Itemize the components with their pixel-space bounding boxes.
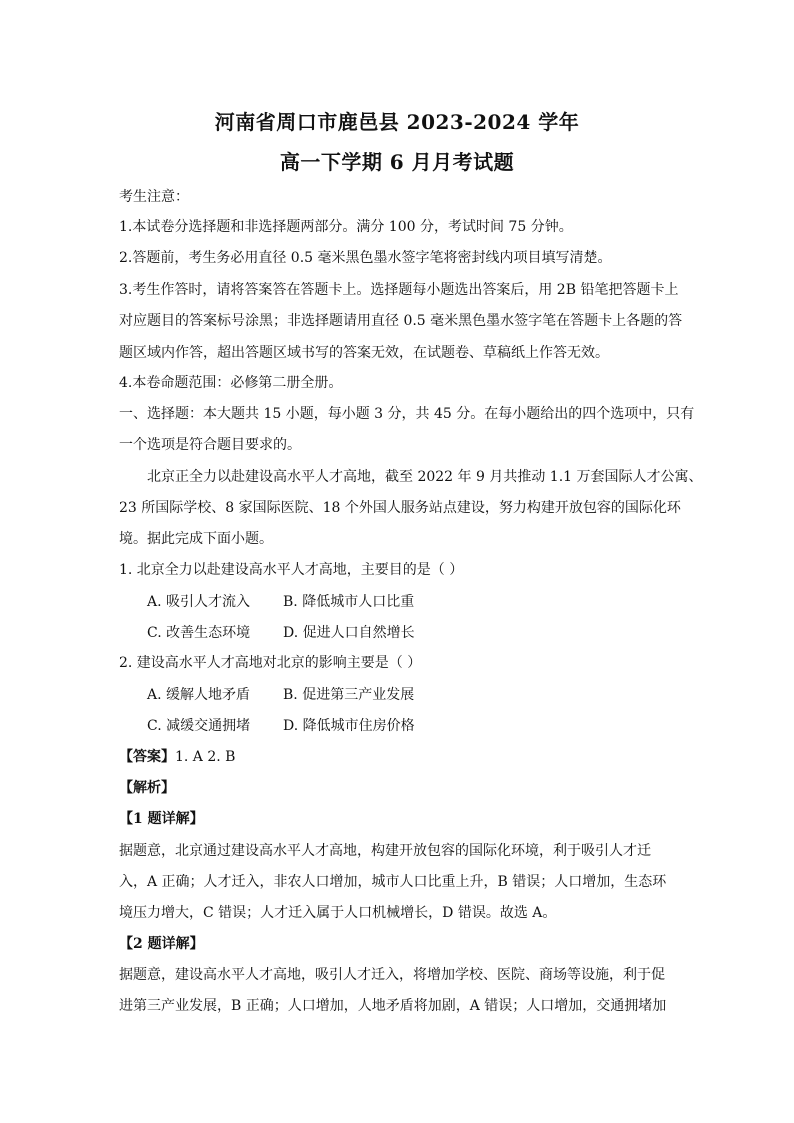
analysis-label: 【解析】 <box>119 780 175 796</box>
detail-1-line3: 境压力增大，C 错误；人才迁入属于人口机械增长，D 错误。故选 A。 <box>119 905 557 921</box>
section-heading-line2: 一个选项是符合题目要求的。 <box>119 437 301 453</box>
detail-2-line2: 进第三产业发展，B 正确；人口增加，人地矛盾将加剧，A 错误；人口增加，交通拥堵加 <box>119 998 667 1014</box>
exam-title-line1: 河南省周口市鹿邑县 2023-2024 学年 <box>214 110 580 134</box>
question-2-option-d: D. 降低城市住房价格 <box>283 718 415 734</box>
question-1-option-b: B. 降低城市人口比重 <box>283 594 415 610</box>
notice-item-3-line3: 题区域内作答，超出答题区域书写的答案无效，在试题卷、草稿纸上作答无效。 <box>119 345 609 361</box>
question-1-stem: 1. 北京全力以赴建设高水平人才高地，主要目的是（ ） <box>119 562 464 578</box>
question-2-option-c: C. 减缓交通拥堵 <box>147 718 251 734</box>
question-2-option-a: A. 缓解人地矛盾 <box>147 687 251 703</box>
notice-item-2: 2.答题前，考生务必用直径 0.5 毫米黑色墨水签字笔将密封线内项目填写清楚。 <box>119 250 612 266</box>
section-heading-line1: 一、选择题：本大题共 15 小题，每小题 3 分，共 45 分。在每小题给出的四个选项中，只有 <box>119 406 695 422</box>
passage-line1: 北京正全力以赴建设高水平人才高地，截至 2022 年 9 月共推动 1.1 万套国际人才公寓、 <box>147 469 703 485</box>
question-1-option-d: D. 促进人口自然增长 <box>283 625 415 641</box>
question-2-option-b: B. 促进第三产业发展 <box>283 687 415 703</box>
notice-item-3-line2: 对应题目的答案标号涂黑；非选择题请用直径 0.5 毫米黑色墨水签字笔在答题卡上各题的答 <box>119 313 683 329</box>
detail-2-label: 【2 题详解】 <box>119 936 204 952</box>
detail-1-line2: 入，A 正确；人才迁入，非农人口增加，城市人口比重上升，B 错误；人口增加，生态环 <box>119 874 667 890</box>
passage-line3: 境。据此完成下面小题。 <box>119 531 273 547</box>
question-1-option-c: C. 改善生态环境 <box>147 625 251 641</box>
question-2-stem: 2. 建设高水平人才高地对北京的影响主要是（ ） <box>119 655 422 671</box>
answer-text: 1. A 2. B <box>175 749 236 765</box>
detail-1-line1: 据题意，北京通过建设高水平人才高地，构建开放包容的国际化环境，利于吸引人才迁 <box>119 843 651 859</box>
notice-heading: 考生注意： <box>119 189 189 205</box>
passage-line2: 23 所国际学校、8 家国际医院、18 个外国人服务站点建设，努力构建开放包容的国际化环 <box>119 500 681 516</box>
notice-item-3-line1: 3.考生作答时，请将答案答在答题卡上。选择题每小题选出答案后，用 2B 铅笔把答题卡上 <box>119 282 679 298</box>
question-1-option-a: A. 吸引人才流入 <box>147 594 251 610</box>
detail-2-line1: 据题意，建设高水平人才高地，吸引人才迁入，将增加学校、医院、商场等设施，利于促 <box>119 967 665 983</box>
notice-item-1: 1.本试卷分选择题和非选择题两部分。满分 100 分，考试时间 75 分钟。 <box>119 219 573 235</box>
notice-item-4: 4.本卷命题范围：必修第二册全册。 <box>119 375 343 391</box>
detail-1-label: 【1 题详解】 <box>119 811 204 827</box>
answer-line <box>119 749 689 765</box>
exam-title-line2: 高一下学期 6 月月考试题 <box>279 150 515 174</box>
answer-label: 【答案】 <box>119 749 175 765</box>
